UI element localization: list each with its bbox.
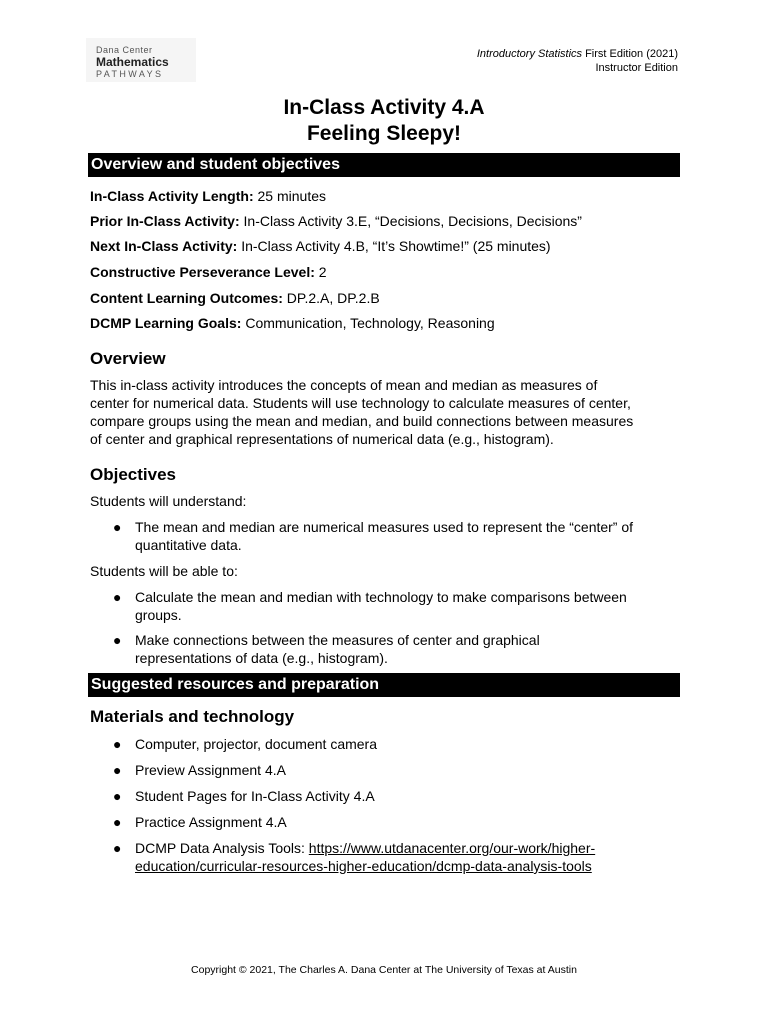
bullet-icon: ● [113,762,122,778]
bullet-icon: ● [113,814,122,830]
bullet-icon: ● [113,589,122,605]
objective-item [135,588,680,624]
able-intro: Students will be able to: [90,563,238,579]
section-header-resources: Suggested resources and preparation [88,673,680,697]
overview-line: of center and graphical representations of numerical data (e.g., histogram). [90,431,554,447]
objective-item [135,518,680,554]
materials-item-tools [135,839,680,875]
objective-line: Make connections between the measures of center and graphical [135,632,540,648]
bullet-icon: ● [113,788,122,804]
meta-label: Next In-Class Activity: [90,238,238,254]
objective-item [135,631,680,667]
meta-row [90,314,495,332]
dana-center-logo [86,38,196,82]
understand-intro: Students will understand: [90,493,247,509]
copyright-footer: Copyright © 2021, The Charles A. Dana Center at The University of Texas at Austin [191,964,577,976]
materials-item: Practice Assignment 4.A [135,814,287,830]
materials-item: Preview Assignment 4.A [135,762,286,778]
materials-item: Computer, projector, document camera [135,736,378,752]
bullet-icon: ● [113,736,122,752]
logo-line-2: Mathematics [96,55,169,69]
book-title: Introductory Statistics [476,48,583,60]
meta-row [90,187,326,205]
meta-label: Constructive Perseverance Level: [90,264,315,280]
meta-value: 25 minutes [253,188,326,204]
tools-link-continued[interactable]: education/curricular-resources-higher-education/dcmp-data-analysis-tools [135,858,592,874]
objective-line: quantitative data. [135,537,242,553]
meta-value: 2 [314,264,327,280]
logo-line-1: Dana Center [96,45,153,55]
overview-paragraph [90,376,690,448]
materials-item: Student Pages for In-Class Activity 4.A [135,788,375,804]
meta-row [90,237,551,255]
overview-heading: Overview [90,349,166,368]
meta-value: Communication, Technology, Reasoning [241,315,495,331]
meta-value: In-Class Activity 3.E, “Decisions, Decisions, Decisions” [239,213,582,229]
objective-line: groups. [135,607,182,623]
meta-label: Content Learning Outcomes: [90,290,283,306]
meta-row [90,212,582,230]
tools-label: DCMP Data Analysis Tools: [135,840,309,856]
meta-label: Prior In-Class Activity: [90,213,240,229]
meta-row [90,289,380,307]
meta-value: In-Class Activity 4.B, “It’s Showtime!” (25 minutes) [237,238,551,254]
bullet-icon: ● [113,519,122,535]
meta-label: In-Class Activity Length: [90,188,254,204]
meta-row [90,263,327,281]
objective-line: The mean and median are numerical measures used to represent the “center” of [135,519,634,535]
bullet-icon: ● [113,632,122,648]
objective-line: Calculate the mean and median with technology to make comparisons between [135,589,627,605]
edition-info [477,47,678,75]
meta-label: DCMP Learning Goals: [90,315,242,331]
activity-subtitle: Feeling Sleepy! [306,122,462,145]
section-header-overview: Overview and student objectives [88,153,680,177]
edition-text: First Edition (2021) [582,48,678,60]
objectives-heading: Objectives [90,465,176,484]
materials-heading: Materials and technology [90,707,295,726]
logo-line-3: PATHWAYS [96,69,164,79]
tools-link[interactable]: https://www.utdanacenter.org/our-work/higher- [308,840,596,856]
bullet-icon: ● [113,840,122,856]
instructor-edition: Instructor Edition [595,62,678,74]
overview-line: center for numerical data. Students will use technology to calculate measures of center, [90,395,631,411]
meta-value: DP.2.A, DP.2.B [282,290,380,306]
activity-title: In-Class Activity 4.A [283,96,485,119]
overview-line: This in-class activity introduces the concepts of mean and median as measures of [90,377,598,393]
objective-line: representations of data (e.g., histogram). [135,650,388,666]
overview-line: compare groups using the mean and median, and build connections between measures [90,413,634,429]
